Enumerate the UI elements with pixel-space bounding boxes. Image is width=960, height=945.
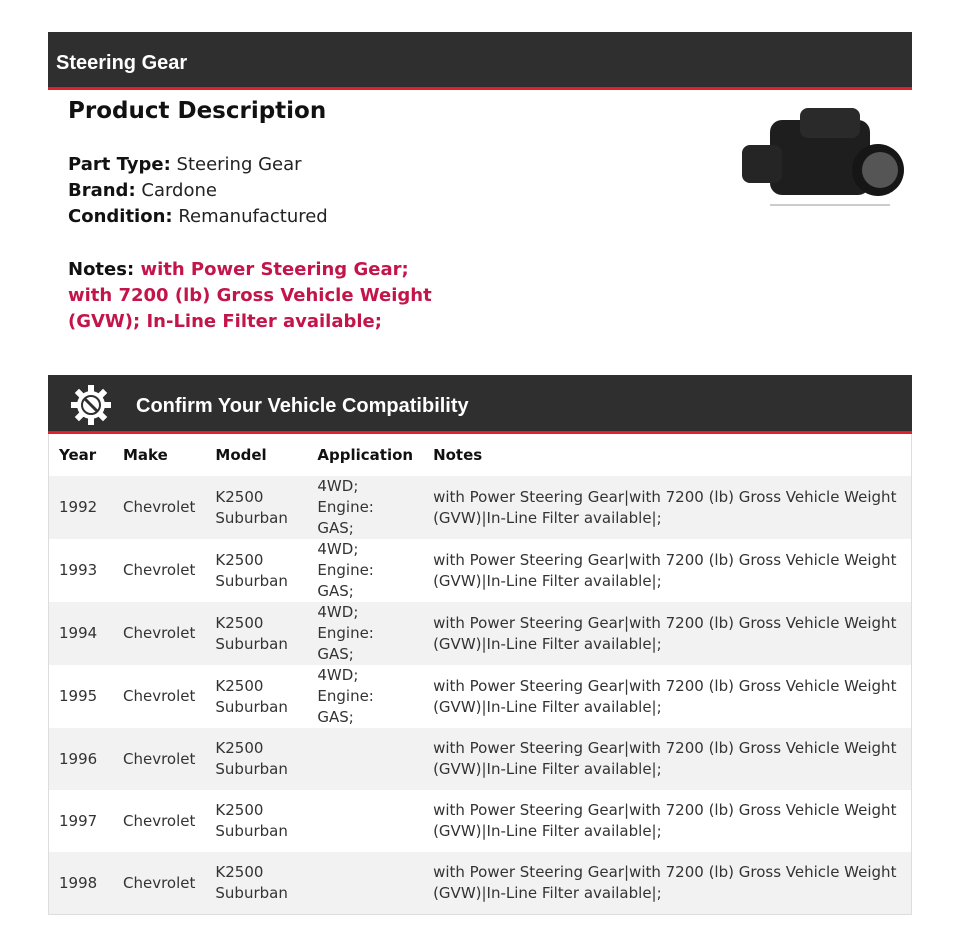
- cell-make: Chevrolet: [123, 749, 196, 768]
- cell-make: Chevrolet: [123, 687, 196, 705]
- table-row: [49, 852, 912, 915]
- cell-application: 4WD; Engine: GAS;: [317, 477, 374, 537]
- column-header-notes: Notes: [433, 446, 483, 464]
- cell-year: 1998: [59, 873, 98, 892]
- cell-notes: with Power Steering Gear|with 7200 (lb) Gross Vehicle Weight (GVW)|In-Line Filter available|;: [433, 739, 897, 778]
- cell-year: 1996: [59, 749, 98, 768]
- cell-model: K2500 Suburban: [215, 739, 288, 778]
- cell-notes: with Power Steering Gear|with 7200 (lb) Gross Vehicle Weight (GVW)|In-Line Filter available|;: [433, 863, 897, 902]
- notes-label: Notes:: [68, 259, 135, 280]
- cell-model: K2500 Suburban: [215, 863, 288, 902]
- column-header-model: Model: [215, 446, 267, 464]
- table-header-row: [49, 434, 912, 476]
- cell-year: 1992: [59, 498, 98, 516]
- cell-model: K2500 Suburban: [215, 613, 288, 653]
- cell-model: K2500 Suburban: [215, 487, 288, 527]
- cell-model: K2500 Suburban: [215, 676, 288, 716]
- section-header-compatibility: [48, 375, 912, 434]
- cell-make: Chevrolet: [123, 498, 196, 516]
- cell-notes: with Power Steering Gear|with 7200 (lb) Gross Vehicle Weight (GVW)|In-Line Filter available|;: [433, 613, 897, 653]
- cell-notes: with Power Steering Gear|with 7200 (lb) Gross Vehicle Weight (GVW)|In-Line Filter available|;: [433, 676, 897, 716]
- cell-make: Chevrolet: [123, 561, 196, 579]
- product-specs: [68, 152, 328, 230]
- compatibility-title: Confirm Your Vehicle Compatibility: [136, 395, 469, 417]
- notes-value: with Power Steering Gear; with 7200 (lb) Gross Vehicle Weight (GVW); In-Line Filter available;: [68, 259, 432, 332]
- product-notes: [68, 257, 448, 335]
- cell-year: 1995: [59, 687, 98, 705]
- cell-model: K2500 Suburban: [215, 801, 288, 840]
- condition-value: Remanufactured: [178, 206, 328, 227]
- cell-year: 1997: [59, 811, 98, 830]
- cell-make: Chevrolet: [123, 811, 196, 830]
- brand-label: Brand:: [68, 180, 136, 201]
- cell-notes: with Power Steering Gear|with 7200 (lb) Gross Vehicle Weight (GVW)|In-Line Filter available|;: [433, 801, 897, 840]
- condition-label: Condition:: [68, 206, 173, 227]
- table-row: [49, 790, 912, 852]
- cell-application: 4WD; Engine: GAS;: [317, 540, 374, 600]
- table-row: [49, 476, 912, 539]
- cell-year: 1993: [59, 561, 98, 579]
- column-header-make: Make: [123, 446, 168, 464]
- section-header-steering-gear: [48, 32, 912, 90]
- cell-model: K2500 Suburban: [215, 550, 288, 590]
- cell-application: [307, 790, 423, 852]
- part-type-value: Steering Gear: [176, 154, 302, 175]
- gear-wrench-icon: [70, 384, 112, 432]
- section-title: Steering Gear: [56, 52, 188, 74]
- cell-notes: with Power Steering Gear|with 7200 (lb) Gross Vehicle Weight (GVW)|In-Line Filter available|;: [433, 487, 897, 527]
- column-header-application: Application: [317, 446, 414, 464]
- cell-application: [307, 852, 423, 915]
- column-header-year: Year: [59, 446, 97, 464]
- table-row: [49, 602, 912, 665]
- table-row: [49, 539, 912, 602]
- table-row: [49, 665, 912, 728]
- compatibility-table: [48, 434, 912, 915]
- cell-make: Chevrolet: [123, 624, 196, 642]
- cell-application: 4WD; Engine: GAS;: [317, 603, 374, 663]
- table-row: [49, 728, 912, 790]
- cell-application: [307, 728, 423, 790]
- cell-notes: with Power Steering Gear|with 7200 (lb) Gross Vehicle Weight (GVW)|In-Line Filter available|;: [433, 550, 897, 590]
- product-description-heading: Product Description: [68, 98, 327, 124]
- cell-application: 4WD; Engine: GAS;: [317, 666, 374, 726]
- part-type-label: Part Type:: [68, 154, 171, 175]
- brand-value: Cardone: [141, 180, 217, 201]
- cell-make: Chevrolet: [123, 873, 196, 892]
- product-image: [730, 100, 905, 214]
- cell-year: 1994: [59, 624, 98, 642]
